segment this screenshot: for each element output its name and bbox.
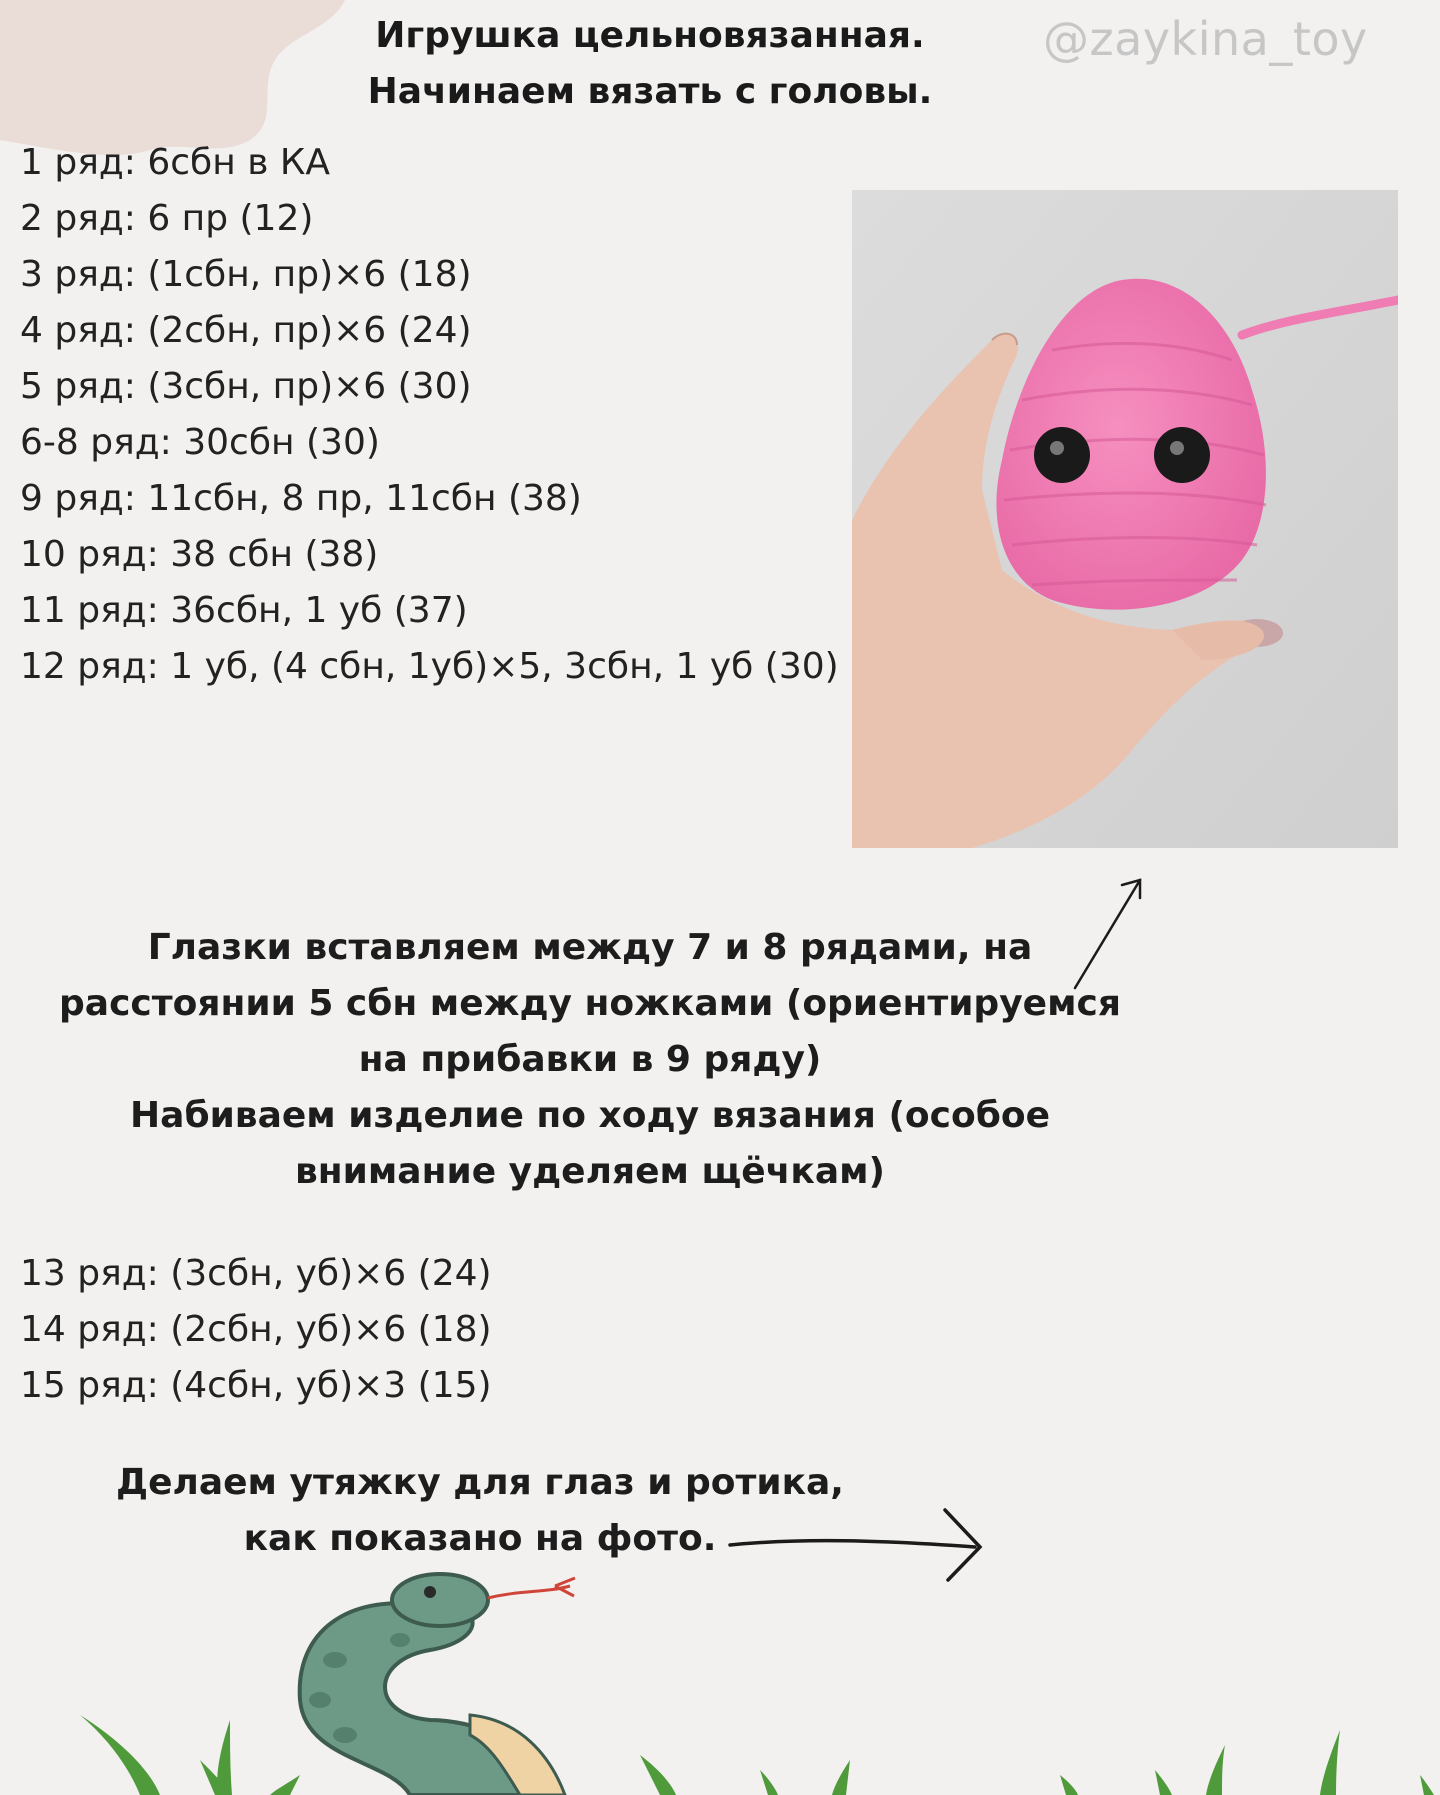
row-item: 15 ряд: (4сбн, уб)×3 (15) — [20, 1365, 492, 1406]
row-item: 4 ряд: (2сбн, пр)×6 (24) — [20, 310, 472, 351]
row-item: 3 ряд: (1сбн, пр)×6 (18) — [20, 254, 472, 295]
row-item: 5 ряд: (3сбн, пр)×6 (30) — [20, 366, 472, 407]
toy-photo — [852, 190, 1398, 848]
row-item: 10 ряд: 38 сбн (38) — [20, 534, 379, 575]
eyes-instruction-line: Глазки вставляем между 7 и 8 рядами, на — [147, 927, 1033, 968]
rows-list-head — [20, 135, 839, 695]
row-item: 1 ряд: 6сбн в КА — [20, 142, 331, 183]
eyes-instruction — [30, 920, 1150, 1200]
tighten-instruction-line: как показано на фото. — [243, 1518, 717, 1559]
tighten-instruction-line: Делаем утяжку для глаз и ротика, — [116, 1462, 844, 1503]
eyes-instruction-line: расстоянии 5 сбн между ножками (ориентируемся — [59, 983, 1121, 1024]
title-line-1: Игрушка цельновязанная. — [375, 15, 925, 56]
snake-illustration — [300, 1574, 575, 1795]
row-item: 2 ряд: 6 пр (12) — [20, 198, 314, 239]
stuffing-instruction-line: внимание уделяем щёчкам) — [295, 1151, 885, 1192]
row-item: 6-8 ряд: 30сбн (30) — [20, 422, 380, 463]
author-handle: @zaykina_toy — [1043, 12, 1368, 66]
eyes-instruction-line: на прибавки в 9 ряду) — [358, 1039, 822, 1080]
grass-decoration — [80, 1715, 1434, 1795]
stuffing-instruction-line: Набиваем изделие по ходу вязания (особое — [130, 1095, 1050, 1136]
row-item: 9 ряд: 11сбн, 8 пр, 11сбн (38) — [20, 478, 582, 519]
row-item: 11 ряд: 36сбн, 1 уб (37) — [20, 590, 468, 631]
row-item: 14 ряд: (2сбн, уб)×6 (18) — [20, 1309, 492, 1350]
row-item: 12 ряд: 1 уб, (4 сбн, 1уб)×5, 3сбн, 1 уб (30) — [20, 646, 839, 687]
tighten-instruction — [90, 1455, 870, 1567]
title-line-2: Начинаем вязать с головы. — [367, 71, 933, 112]
rows-list-tail — [20, 1246, 492, 1414]
page-title — [300, 8, 1000, 120]
row-item: 13 ряд: (3сбн, уб)×6 (24) — [20, 1253, 492, 1294]
